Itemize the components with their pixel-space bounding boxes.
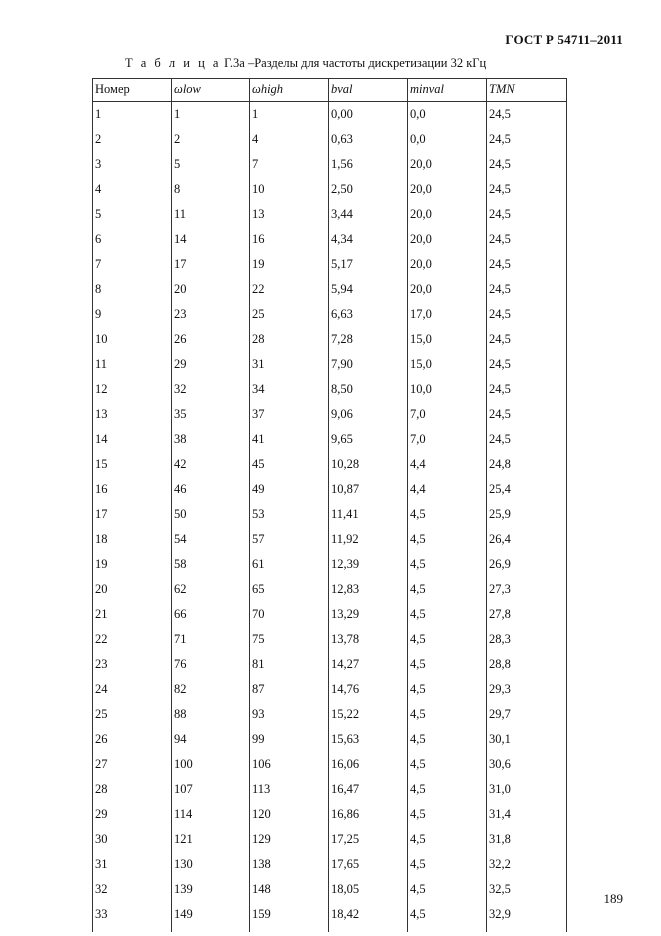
cell-omega-high: 34 xyxy=(250,378,329,403)
cell-tmn: 25,9 xyxy=(487,503,567,528)
cell-omega-low: 46 xyxy=(172,478,250,503)
table-row xyxy=(93,803,567,828)
cell-tmn: 30,6 xyxy=(487,753,567,778)
cell-omega-low: 58 xyxy=(172,553,250,578)
cell-minval: 15,0 xyxy=(408,353,487,378)
table-row xyxy=(93,728,567,753)
cell-number: 31 xyxy=(93,853,172,878)
cell-bval: 2,50 xyxy=(329,178,408,203)
cell-bval: 18,05 xyxy=(329,878,408,903)
table-row xyxy=(93,528,567,553)
cell-omega-low: 29 xyxy=(172,353,250,378)
cell-minval: 4,5 xyxy=(408,753,487,778)
cell-omega-high: 10 xyxy=(250,178,329,203)
table-row xyxy=(93,128,567,153)
cell-number: 18 xyxy=(93,528,172,553)
cell-omega-high: 28 xyxy=(250,328,329,353)
cell-omega-high: 4 xyxy=(250,128,329,153)
cell-omega-high: 113 xyxy=(250,778,329,803)
table-row xyxy=(93,753,567,778)
table-row xyxy=(93,678,567,703)
table-row xyxy=(93,503,567,528)
cell-tmn: 24,5 xyxy=(487,428,567,453)
cell-omega-high: 57 xyxy=(250,528,329,553)
cell-minval: 7,0 xyxy=(408,428,487,453)
cell-omega-high: 37 xyxy=(250,403,329,428)
cell-omega-high: 81 xyxy=(250,653,329,678)
cell-omega-low: 11 xyxy=(172,203,250,228)
page-number: 189 xyxy=(603,891,623,906)
cell-minval: 4,5 xyxy=(408,703,487,728)
cell-number: 1 xyxy=(93,102,172,129)
cell-tmn: 24,5 xyxy=(487,153,567,178)
table-header-row xyxy=(93,79,567,102)
cell-bval: 10,28 xyxy=(329,453,408,478)
cell-omega-low: 23 xyxy=(172,303,250,328)
cell-minval: 20,0 xyxy=(408,178,487,203)
cell-bval: 4,34 xyxy=(329,228,408,253)
cell-omega-low: 139 xyxy=(172,878,250,903)
cell-number: 14 xyxy=(93,428,172,453)
cell-omega-high: 31 xyxy=(250,353,329,378)
cell-minval: 20,0 xyxy=(408,153,487,178)
table-row xyxy=(93,478,567,503)
cell-bval: 9,65 xyxy=(329,428,408,453)
table-row xyxy=(93,603,567,628)
table-row xyxy=(93,878,567,903)
cell-omega-low: 107 xyxy=(172,778,250,803)
table-row xyxy=(93,328,567,353)
column-header-number: Номер xyxy=(93,79,172,102)
cell-number: 11 xyxy=(93,353,172,378)
cell-bval: 11,41 xyxy=(329,503,408,528)
cell-tmn: 24,5 xyxy=(487,403,567,428)
cell-omega-high: 53 xyxy=(250,503,329,528)
cell-omega-low: 35 xyxy=(172,403,250,428)
cell-minval: 4,5 xyxy=(408,578,487,603)
cell-tmn: 32,9 xyxy=(487,903,567,932)
cell-tmn: 24,5 xyxy=(487,228,567,253)
cell-minval: 4,5 xyxy=(408,903,487,932)
table-row xyxy=(93,453,567,478)
cell-tmn: 30,1 xyxy=(487,728,567,753)
column-header-bval: bval xyxy=(329,79,408,102)
cell-omega-high: 106 xyxy=(250,753,329,778)
cell-omega-high: 93 xyxy=(250,703,329,728)
cell-number: 33 xyxy=(93,903,172,932)
cell-omega-high: 70 xyxy=(250,603,329,628)
cell-number: 32 xyxy=(93,878,172,903)
cell-omega-low: 50 xyxy=(172,503,250,528)
cell-omega-low: 20 xyxy=(172,278,250,303)
cell-tmn: 26,4 xyxy=(487,528,567,553)
table-row xyxy=(93,703,567,728)
cell-number: 5 xyxy=(93,203,172,228)
cell-tmn: 28,3 xyxy=(487,628,567,653)
cell-bval: 17,65 xyxy=(329,853,408,878)
cell-number: 15 xyxy=(93,453,172,478)
cell-minval: 4,5 xyxy=(408,828,487,853)
cell-number: 19 xyxy=(93,553,172,578)
table-row xyxy=(93,278,567,303)
cell-number: 4 xyxy=(93,178,172,203)
cell-number: 6 xyxy=(93,228,172,253)
cell-number: 26 xyxy=(93,728,172,753)
cell-omega-low: 17 xyxy=(172,253,250,278)
cell-omega-low: 1 xyxy=(172,102,250,129)
cell-tmn: 24,5 xyxy=(487,128,567,153)
cell-minval: 4,5 xyxy=(408,778,487,803)
column-header-omega-low: ωlow xyxy=(172,79,250,102)
cell-bval: 3,44 xyxy=(329,203,408,228)
cell-omega-high: 75 xyxy=(250,628,329,653)
cell-tmn: 29,3 xyxy=(487,678,567,703)
cell-tmn: 24,5 xyxy=(487,102,567,129)
cell-omega-low: 71 xyxy=(172,628,250,653)
cell-omega-high: 25 xyxy=(250,303,329,328)
cell-bval: 0,63 xyxy=(329,128,408,153)
table-caption xyxy=(125,56,486,71)
cell-bval: 1,56 xyxy=(329,153,408,178)
cell-number: 27 xyxy=(93,753,172,778)
cell-minval: 17,0 xyxy=(408,303,487,328)
cell-bval: 5,17 xyxy=(329,253,408,278)
cell-minval: 4,5 xyxy=(408,803,487,828)
cell-number: 28 xyxy=(93,778,172,803)
cell-bval: 13,78 xyxy=(329,628,408,653)
cell-tmn: 32,2 xyxy=(487,853,567,878)
table-caption-label: Т а б л и ц а xyxy=(125,56,221,70)
cell-omega-low: 82 xyxy=(172,678,250,703)
cell-minval: 4,5 xyxy=(408,603,487,628)
cell-number: 13 xyxy=(93,403,172,428)
table-row xyxy=(93,378,567,403)
cell-bval: 16,86 xyxy=(329,803,408,828)
cell-minval: 20,0 xyxy=(408,203,487,228)
cell-number: 23 xyxy=(93,653,172,678)
cell-minval: 4,5 xyxy=(408,653,487,678)
table-row xyxy=(93,428,567,453)
cell-minval: 0,0 xyxy=(408,128,487,153)
column-header-omega-high: ωhigh xyxy=(250,79,329,102)
cell-omega-high: 45 xyxy=(250,453,329,478)
table-row xyxy=(93,102,567,129)
cell-tmn: 32,5 xyxy=(487,878,567,903)
column-header-tmn: TMN xyxy=(487,79,567,102)
cell-minval: 4,5 xyxy=(408,728,487,753)
document-header: ГОСТ Р 54711–2011 xyxy=(505,32,623,47)
cell-tmn: 24,5 xyxy=(487,328,567,353)
cell-bval: 9,06 xyxy=(329,403,408,428)
cell-tmn: 24,5 xyxy=(487,278,567,303)
cell-number: 8 xyxy=(93,278,172,303)
cell-number: 29 xyxy=(93,803,172,828)
cell-bval: 15,22 xyxy=(329,703,408,728)
cell-omega-low: 94 xyxy=(172,728,250,753)
cell-bval: 14,76 xyxy=(329,678,408,703)
table-row xyxy=(93,828,567,853)
cell-omega-high: 148 xyxy=(250,878,329,903)
cell-omega-low: 5 xyxy=(172,153,250,178)
cell-minval: 4,5 xyxy=(408,878,487,903)
cell-bval: 6,63 xyxy=(329,303,408,328)
cell-tmn: 27,3 xyxy=(487,578,567,603)
cell-omega-low: 114 xyxy=(172,803,250,828)
cell-tmn: 24,5 xyxy=(487,378,567,403)
cell-tmn: 31,4 xyxy=(487,803,567,828)
cell-number: 10 xyxy=(93,328,172,353)
cell-bval: 7,28 xyxy=(329,328,408,353)
cell-omega-high: 129 xyxy=(250,828,329,853)
cell-minval: 4,5 xyxy=(408,853,487,878)
cell-omega-high: 120 xyxy=(250,803,329,828)
cell-minval: 4,5 xyxy=(408,678,487,703)
cell-omega-high: 13 xyxy=(250,203,329,228)
table-row xyxy=(93,303,567,328)
cell-number: 20 xyxy=(93,578,172,603)
cell-tmn: 31,0 xyxy=(487,778,567,803)
cell-bval: 11,92 xyxy=(329,528,408,553)
cell-omega-low: 26 xyxy=(172,328,250,353)
cell-bval: 14,27 xyxy=(329,653,408,678)
cell-tmn: 26,9 xyxy=(487,553,567,578)
cell-omega-high: 159 xyxy=(250,903,329,932)
cell-omega-low: 38 xyxy=(172,428,250,453)
cell-omega-low: 149 xyxy=(172,903,250,932)
cell-omega-low: 88 xyxy=(172,703,250,728)
cell-tmn: 24,5 xyxy=(487,353,567,378)
cell-bval: 15,63 xyxy=(329,728,408,753)
cell-bval: 10,87 xyxy=(329,478,408,503)
cell-omega-high: 19 xyxy=(250,253,329,278)
table-row xyxy=(93,778,567,803)
table-row xyxy=(93,628,567,653)
cell-omega-high: 49 xyxy=(250,478,329,503)
cell-omega-low: 42 xyxy=(172,453,250,478)
cell-bval: 8,50 xyxy=(329,378,408,403)
table-row xyxy=(93,578,567,603)
cell-omega-high: 99 xyxy=(250,728,329,753)
cell-omega-high: 61 xyxy=(250,553,329,578)
cell-tmn: 27,8 xyxy=(487,603,567,628)
cell-number: 17 xyxy=(93,503,172,528)
cell-minval: 0,0 xyxy=(408,102,487,129)
cell-minval: 20,0 xyxy=(408,228,487,253)
cell-omega-low: 76 xyxy=(172,653,250,678)
cell-bval: 16,47 xyxy=(329,778,408,803)
cell-tmn: 25,4 xyxy=(487,478,567,503)
cell-number: 3 xyxy=(93,153,172,178)
cell-minval: 15,0 xyxy=(408,328,487,353)
cell-number: 22 xyxy=(93,628,172,653)
cell-omega-low: 130 xyxy=(172,853,250,878)
cell-number: 12 xyxy=(93,378,172,403)
cell-bval: 12,83 xyxy=(329,578,408,603)
table-row xyxy=(93,553,567,578)
cell-tmn: 24,5 xyxy=(487,253,567,278)
cell-number: 21 xyxy=(93,603,172,628)
cell-bval: 7,90 xyxy=(329,353,408,378)
cell-omega-low: 2 xyxy=(172,128,250,153)
cell-omega-low: 62 xyxy=(172,578,250,603)
table-row xyxy=(93,353,567,378)
cell-minval: 20,0 xyxy=(408,278,487,303)
column-header-minval: minval xyxy=(408,79,487,102)
cell-tmn: 24,5 xyxy=(487,203,567,228)
cell-minval: 20,0 xyxy=(408,253,487,278)
cell-minval: 10,0 xyxy=(408,378,487,403)
cell-minval: 7,0 xyxy=(408,403,487,428)
cell-omega-low: 32 xyxy=(172,378,250,403)
cell-number: 9 xyxy=(93,303,172,328)
cell-bval: 17,25 xyxy=(329,828,408,853)
cell-tmn: 24,8 xyxy=(487,453,567,478)
cell-number: 7 xyxy=(93,253,172,278)
cell-minval: 4,5 xyxy=(408,628,487,653)
cell-omega-low: 100 xyxy=(172,753,250,778)
cell-bval: 13,29 xyxy=(329,603,408,628)
cell-tmn: 29,7 xyxy=(487,703,567,728)
table-caption-text: Г.3а –Разделы для частоты дискретизации 32 кГц xyxy=(220,56,487,70)
table-body xyxy=(93,102,567,933)
cell-number: 30 xyxy=(93,828,172,853)
cell-omega-high: 7 xyxy=(250,153,329,178)
cell-omega-high: 65 xyxy=(250,578,329,603)
data-table xyxy=(92,78,567,932)
cell-number: 16 xyxy=(93,478,172,503)
cell-tmn: 24,5 xyxy=(487,178,567,203)
table-row xyxy=(93,253,567,278)
cell-omega-low: 14 xyxy=(172,228,250,253)
cell-minval: 4,5 xyxy=(408,503,487,528)
table-row xyxy=(93,153,567,178)
cell-omega-high: 41 xyxy=(250,428,329,453)
cell-omega-low: 54 xyxy=(172,528,250,553)
cell-omega-low: 8 xyxy=(172,178,250,203)
table-row xyxy=(93,228,567,253)
cell-tmn: 31,8 xyxy=(487,828,567,853)
cell-omega-high: 138 xyxy=(250,853,329,878)
cell-omega-high: 1 xyxy=(250,102,329,129)
cell-bval: 0,00 xyxy=(329,102,408,129)
cell-minval: 4,4 xyxy=(408,453,487,478)
cell-tmn: 28,8 xyxy=(487,653,567,678)
table-row xyxy=(93,853,567,878)
cell-bval: 5,94 xyxy=(329,278,408,303)
cell-minval: 4,5 xyxy=(408,553,487,578)
cell-number: 25 xyxy=(93,703,172,728)
table-row xyxy=(93,653,567,678)
cell-omega-low: 66 xyxy=(172,603,250,628)
cell-omega-high: 22 xyxy=(250,278,329,303)
table-row xyxy=(93,403,567,428)
cell-minval: 4,4 xyxy=(408,478,487,503)
cell-minval: 4,5 xyxy=(408,528,487,553)
cell-bval: 16,06 xyxy=(329,753,408,778)
cell-tmn: 24,5 xyxy=(487,303,567,328)
table-row xyxy=(93,903,567,932)
table-row xyxy=(93,178,567,203)
cell-bval: 12,39 xyxy=(329,553,408,578)
cell-omega-high: 87 xyxy=(250,678,329,703)
cell-bval: 18,42 xyxy=(329,903,408,932)
cell-omega-high: 16 xyxy=(250,228,329,253)
cell-omega-low: 121 xyxy=(172,828,250,853)
cell-number: 2 xyxy=(93,128,172,153)
cell-number: 24 xyxy=(93,678,172,703)
table-row xyxy=(93,203,567,228)
